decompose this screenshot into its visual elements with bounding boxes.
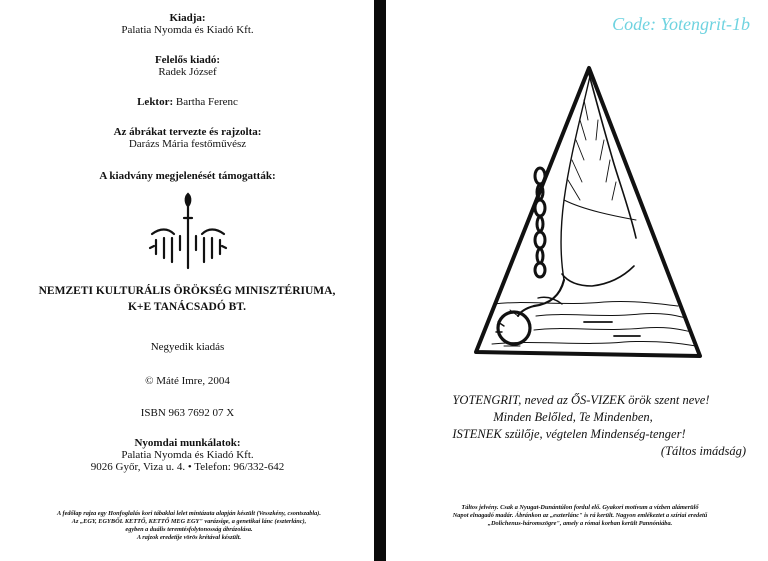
prayer-block	[400, 392, 762, 460]
illustrator-value: Darázs Mária festőművész	[128, 138, 247, 150]
isbn: ISBN 963 7692 07 X	[140, 407, 235, 419]
copyright: © Máté Imre, 2004	[145, 375, 230, 387]
prayer-attribution: (Táltos imádság)	[660, 444, 746, 458]
responsible-value: Radek József	[158, 66, 217, 78]
prayer-line: Minden Belőled, Te Mindenben,	[493, 410, 653, 424]
left-footnote-line: egyben a duális teremtésfolytonosság ábrázolása.	[125, 526, 253, 533]
right-page	[386, 0, 768, 561]
ministry-line-1: NEMZETI KULTURÁLIS ÖRÖKSÉG MINISZTÉRIUMA,	[38, 285, 336, 297]
taltos-triangle-emblem	[464, 60, 714, 370]
right-footnote-line: „Dolichenus-háromszögre", amely a római korban került Pannóniába.	[487, 520, 673, 527]
supporters-heading: A kiadvány megjelenését támogatták:	[99, 170, 276, 182]
ministry-block	[20, 283, 354, 315]
editor-heading: Lektor:	[137, 96, 174, 108]
publisher-block	[80, 12, 295, 36]
editor-line	[80, 96, 295, 108]
left-footnote-line: A fedőlap rajza egy Honfoglalás kori tábaklai lelet mintázata alapján készült (Vesszkény, csontszabla).	[57, 510, 321, 517]
printing-line-1: Palatia Nyomda és Kiadó Kft.	[121, 449, 254, 461]
ministry-line-2: K+E TANÁCSADÓ BT.	[127, 301, 247, 313]
code-label: Code: Yotengrit-1b	[612, 14, 750, 34]
responsible-block	[80, 54, 295, 78]
page-spine	[374, 0, 386, 561]
sun-rays-emblem-icon	[146, 188, 230, 278]
illustrator-block	[60, 126, 315, 150]
right-footnote-line: Napot elnagadó madár. Ábránkon az „eszterlánc" is rá került. Nagyon emlékeztet a szíriai eredetű	[452, 512, 708, 519]
left-footnote-line: A rajzok eredetije vörös krétával készült.	[136, 534, 242, 541]
prayer-line: YOTENGRIT, neved az ŐS-VIZEK örök szent neve!	[452, 393, 710, 407]
publisher-value: Palatia Nyomda és Kiadó Kft.	[121, 24, 254, 36]
responsible-heading: Felelős kiadó:	[154, 54, 221, 66]
editor-value: Bartha Ferenc	[175, 96, 238, 108]
prayer-line: ISTENEK szülője, végtelen Mindenség-tenger!	[452, 427, 686, 441]
left-page	[0, 0, 372, 561]
illustrator-heading: Az ábrákat tervezte és rajzolta:	[113, 126, 262, 138]
publisher-heading: Kiadja:	[169, 12, 206, 24]
edition: Negyedik kiadás	[150, 341, 225, 353]
right-footnote-line: Táltos jelvény. Csak a Nyugat-Dunántúlon fordul elő. Gyakori motívum a vízben alámerülő	[461, 504, 699, 511]
left-footnote	[8, 510, 370, 542]
left-footnote-line: Az „EGY, EGYBŐL KETTŐ, KETTŐ MEG EGY" varázsige, a genetikai lánc (eszterlánc),	[71, 518, 307, 525]
printing-block	[60, 437, 315, 473]
right-footnote	[400, 504, 760, 528]
printing-line-2: 9026 Győr, Viza u. 4. • Telefon: 96/332-642	[90, 461, 285, 473]
printing-heading: Nyomdai munkálatok:	[134, 437, 241, 449]
